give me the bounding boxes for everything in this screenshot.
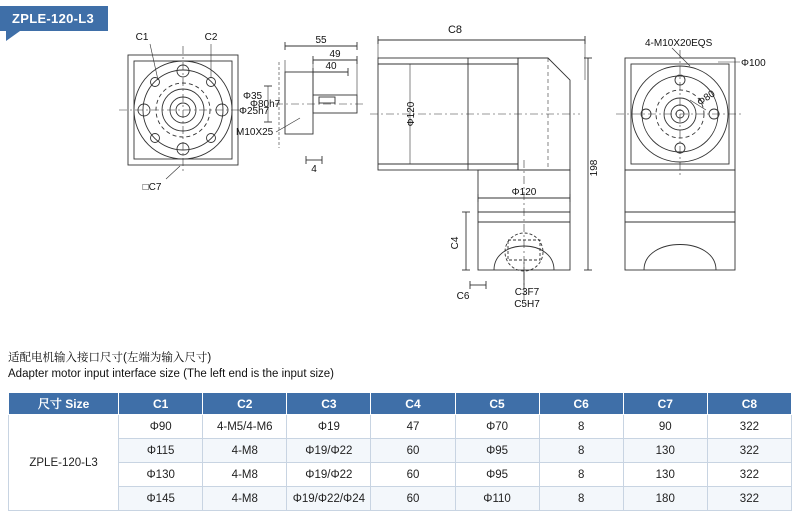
label-d25h7: Φ25h7 xyxy=(239,106,270,117)
label-d80h7: Φ80h7 xyxy=(250,99,281,110)
table-row xyxy=(9,463,792,487)
caption-block xyxy=(8,350,334,382)
cell-c4: 60 xyxy=(371,463,455,487)
cell-c6: 8 xyxy=(539,439,623,463)
cell-c7: 130 xyxy=(623,439,707,463)
th-c4: C4 xyxy=(371,393,455,415)
table-body xyxy=(9,415,792,511)
table-row xyxy=(9,487,792,511)
cell-c2: 4-M5/4-M6 xyxy=(203,415,287,439)
cell-c6: 8 xyxy=(539,415,623,439)
label-c4: C4 xyxy=(450,236,461,250)
cell-c2: 4-M8 xyxy=(203,439,287,463)
label-c6: C6 xyxy=(456,291,470,302)
cell-c5: Φ95 xyxy=(455,439,539,463)
caption-en: Adapter motor input interface size (The left end is the input size) xyxy=(8,368,334,380)
cell-c6: 8 xyxy=(539,463,623,487)
model-tag-label: ZPLE-120-L3 xyxy=(0,6,108,31)
cell-c7: 180 xyxy=(623,487,707,511)
cell-c8: 322 xyxy=(707,415,791,439)
cell-c3: Φ19/Φ22 xyxy=(287,463,371,487)
label-c5h7: C5H7 xyxy=(514,299,540,310)
cell-c8: 322 xyxy=(707,487,791,511)
th-c3: C3 xyxy=(287,393,371,415)
cell-c8: 322 xyxy=(707,439,791,463)
cell-c7: 90 xyxy=(623,415,707,439)
th-c6: C6 xyxy=(539,393,623,415)
cell-c3: Φ19/Φ22 xyxy=(287,439,371,463)
front-view xyxy=(119,44,247,179)
cell-c2: 4-M8 xyxy=(203,487,287,511)
label-len-40: 40 xyxy=(325,61,337,72)
table-header-row xyxy=(9,393,792,415)
cell-c1: Φ115 xyxy=(119,439,203,463)
cell-c5: Φ110 xyxy=(455,487,539,511)
label-c1: C1 xyxy=(135,32,149,43)
cell-c4: 60 xyxy=(371,487,455,511)
label-len-49: 49 xyxy=(329,49,341,60)
label-d35: Φ35 xyxy=(243,91,263,102)
label-c8: C8 xyxy=(447,24,463,36)
label-d80: Φ80 xyxy=(695,88,718,109)
th-c8: C8 xyxy=(707,393,791,415)
label-len-55: 55 xyxy=(315,35,327,46)
label-len-4: 4 xyxy=(311,164,317,175)
table-row xyxy=(9,439,792,463)
dimension-table-wrap xyxy=(8,392,792,511)
cell-c4: 47 xyxy=(371,415,455,439)
th-c1: C1 xyxy=(119,393,203,415)
cell-c6: 8 xyxy=(539,487,623,511)
cell-c3: Φ19 xyxy=(287,415,371,439)
table-row xyxy=(9,415,792,439)
cell-c4: 60 xyxy=(371,439,455,463)
cell-c2: 4-M8 xyxy=(203,463,287,487)
label-198: 198 xyxy=(589,159,600,177)
th-size: 尺寸 Size xyxy=(9,393,119,415)
caption-cn: 适配电机输入接口尺寸(左端为输入尺寸) xyxy=(8,352,212,364)
label-c3f7: C3F7 xyxy=(514,287,540,298)
cell-c3: Φ19/Φ22/Φ24 xyxy=(287,487,371,511)
label-c2: C2 xyxy=(204,32,218,43)
cell-c7: 130 xyxy=(623,463,707,487)
th-c7: C7 xyxy=(623,393,707,415)
dimension-table xyxy=(8,392,792,511)
label-bolt-pattern: 4-M10X20EQS xyxy=(645,38,713,49)
th-c2: C2 xyxy=(203,393,287,415)
cell-c8: 322 xyxy=(707,463,791,487)
rear-view xyxy=(616,48,744,270)
cell-c1: Φ130 xyxy=(119,463,203,487)
label-d120-body: Φ120 xyxy=(406,101,417,127)
label-m10x25: M10X25 xyxy=(236,127,274,138)
label-d100: Φ100 xyxy=(741,58,766,69)
cell-c5: Φ70 xyxy=(455,415,539,439)
th-c5: C5 xyxy=(455,393,539,415)
cell-c1: Φ145 xyxy=(119,487,203,511)
cell-c5: Φ95 xyxy=(455,463,539,487)
label-d120-out: Φ120 xyxy=(511,187,537,198)
side-section-view xyxy=(370,36,592,300)
label-square-c7: □C7 xyxy=(142,182,162,193)
cell-c1: Φ90 xyxy=(119,415,203,439)
model-cell: ZPLE-120-L3 xyxy=(9,415,119,511)
